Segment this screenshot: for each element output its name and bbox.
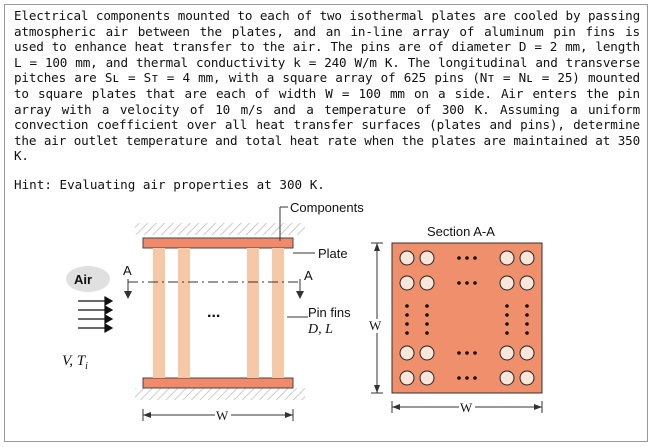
problem-paragraph: Electrical components mounted to each of two isothermal plates are cooled by passing atmospheric air between the plates, and an in-line array of aluminum pin fins is used to enhance heat transfer to the air. The pins are of diameter D = 2 mm, length L = 100 mm, and thermal conductivity k = 240 W/m K. The longitudinal and transverse pitches are Sʟ = Sᴛ = 4 mm, with a square array of 625 pins (Nᴛ = Nʟ = 25) mounted to square plates that are each of width W = 100 mm on a side. Air enters the pin array with a velocity of 10 m/s and a temperature of 300 K. Assuming a uniform convection coefficient over all heat transfer surfaces (plates and pins), determine the air outlet temperature and total heat rate when the plates are maintained at 350 K. <box>14 8 640 164</box>
air-flow-arrows <box>78 297 112 332</box>
section-side-dimension <box>368 243 386 393</box>
air-label-badge <box>66 266 110 292</box>
pin-cross-section <box>420 251 434 265</box>
pin-cross-section <box>400 251 414 265</box>
pin-cross-section <box>400 276 414 290</box>
pin-cross-section <box>500 371 514 385</box>
section-marker-left: A <box>123 263 132 278</box>
hint-text: Hint: Evaluating air properties at 300 K. <box>14 177 325 192</box>
pin-cross-section <box>500 251 514 265</box>
air-label: Air <box>74 272 93 287</box>
section-arrowhead-right <box>296 291 304 299</box>
inlet-conditions-label: V, $T_i$ <box>62 353 88 372</box>
pin-cross-section <box>520 371 534 385</box>
pin-cross-section <box>420 346 434 360</box>
side-width-dimension <box>143 408 293 423</box>
pin-fin <box>178 248 190 378</box>
pin-cross-section <box>500 346 514 360</box>
fin-ellipsis: ... <box>207 304 221 321</box>
pin-fin-figure <box>50 193 550 443</box>
pin-cross-section <box>520 346 534 360</box>
pin-fin <box>272 248 284 378</box>
section-title: Section A-A <box>427 224 495 239</box>
section-marker-right: A <box>304 268 313 283</box>
width-label-side: W <box>369 318 382 333</box>
pin-fin <box>247 248 259 378</box>
top-plate <box>143 238 293 248</box>
section-plate <box>392 243 542 393</box>
pin-fins-label: Pin fins <box>308 305 351 320</box>
components-label: Components <box>290 200 364 215</box>
bottom-insulation <box>135 388 305 400</box>
width-label-section-bottom: W <box>460 400 473 415</box>
plate-label: Plate <box>318 246 348 261</box>
pin-cross-section <box>400 346 414 360</box>
pin-fin <box>153 248 165 378</box>
pin-cross-section <box>520 251 534 265</box>
section-arrowhead-left <box>124 291 132 299</box>
section-bottom-dimension <box>392 400 542 415</box>
section-view <box>368 224 542 415</box>
side-view <box>62 200 364 423</box>
pin-dims-label: D, L <box>308 322 333 337</box>
pin-cross-section <box>400 371 414 385</box>
pin-cross-section <box>500 276 514 290</box>
pin-cross-section <box>520 276 534 290</box>
width-label-bottom: W <box>216 408 229 423</box>
pin-cross-section <box>420 276 434 290</box>
pin-cross-section <box>420 371 434 385</box>
bottom-plate <box>143 378 293 388</box>
problem-statement <box>14 8 640 164</box>
